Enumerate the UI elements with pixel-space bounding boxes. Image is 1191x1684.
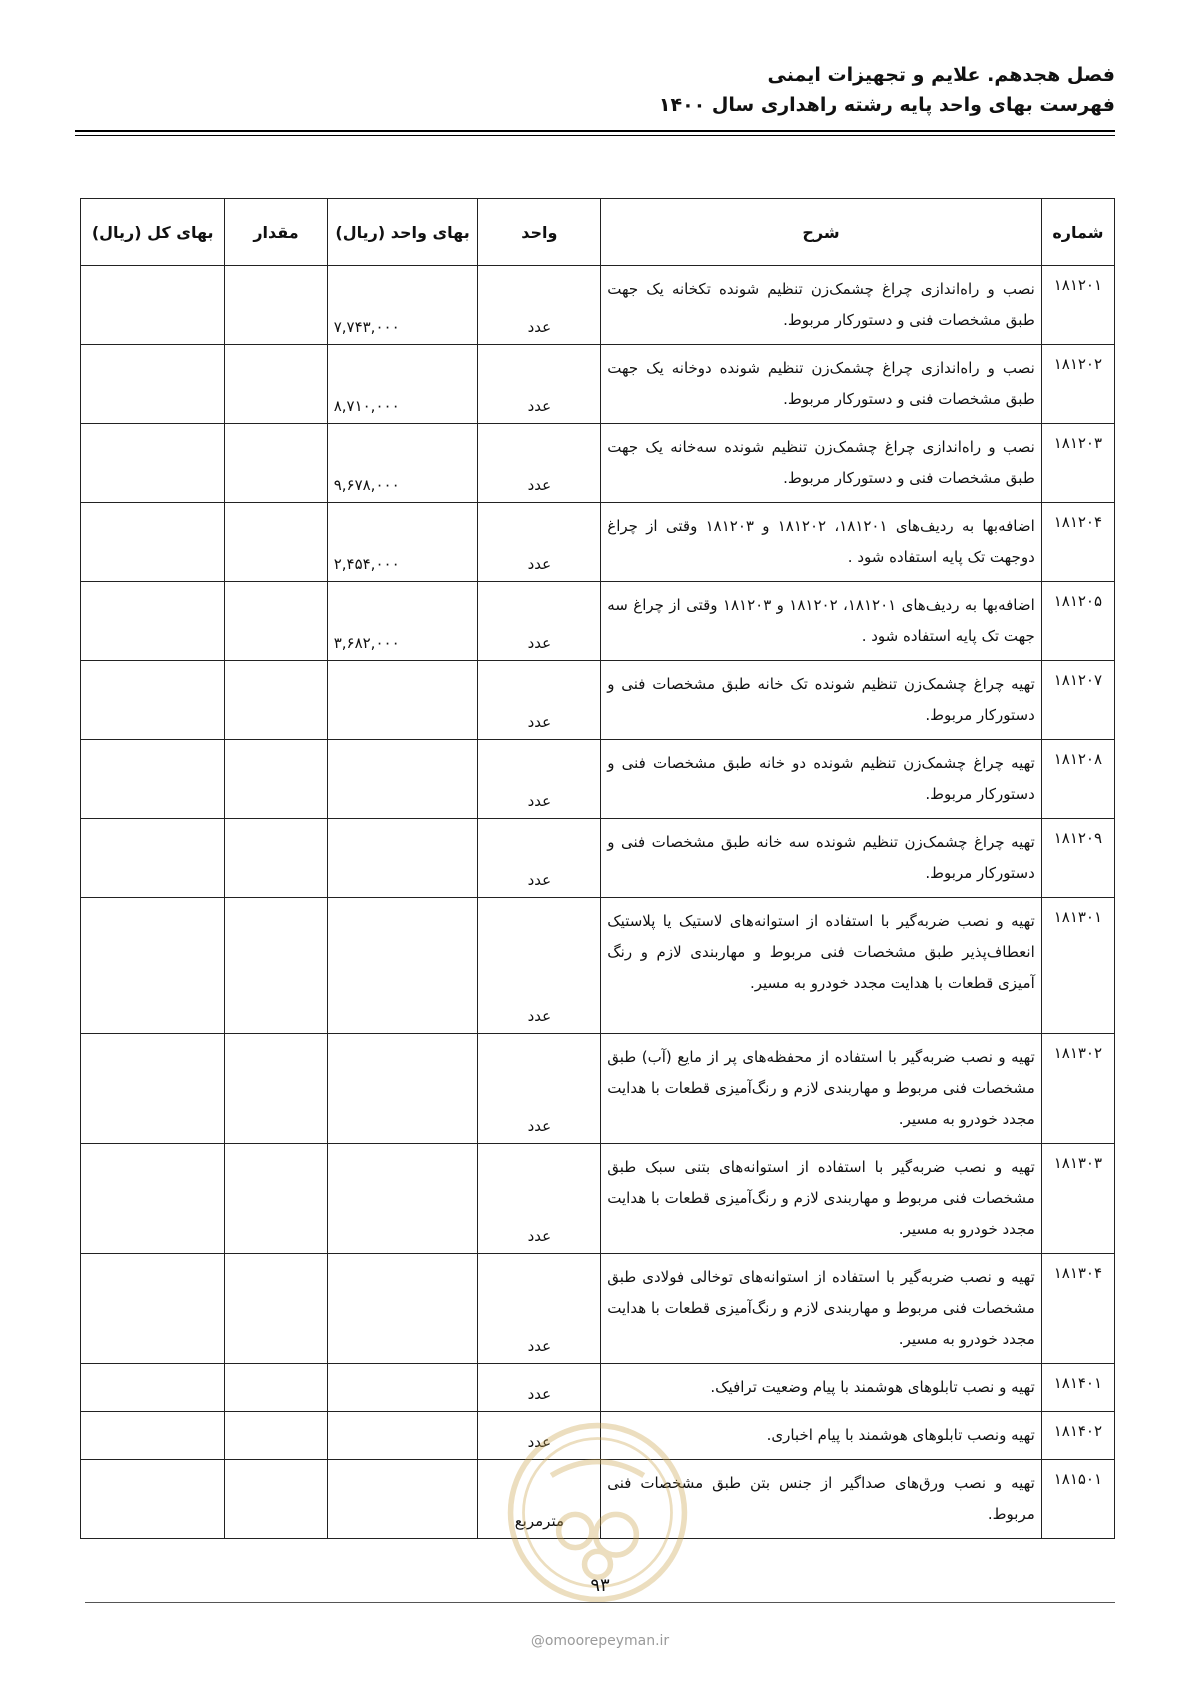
col-total-price-header: بهای کل (ریال) (81, 199, 225, 266)
row-unit: عدد (478, 345, 601, 424)
row-unit-price: ۲,۴۵۴,۰۰۰ (327, 503, 478, 582)
row-unit-price (327, 1364, 478, 1412)
row-number: ۱۸۱۲۰۸ (1041, 740, 1114, 819)
row-unit: عدد (478, 661, 601, 740)
row-total-price (81, 819, 225, 898)
table-row (81, 1364, 1115, 1412)
footer-rule (85, 1602, 1115, 1603)
table-row (81, 1460, 1115, 1539)
table-row (81, 740, 1115, 819)
row-number: ۱۸۱۳۰۲ (1041, 1034, 1114, 1144)
row-number: ۱۸۱۵۰۱ (1041, 1460, 1114, 1539)
row-description: نصب و راه‌اندازی چراغ چشمک‌زن تنظیم شونده دوخانه یک جهت طبق مشخصات فنی و دستورکار مربوط. (601, 345, 1042, 424)
col-unit-price-header: بهای واحد (ریال) (327, 199, 478, 266)
row-quantity (225, 503, 327, 582)
row-quantity (225, 1144, 327, 1254)
table-row (81, 1144, 1115, 1254)
row-description: تهیه چراغ چشمک‌زن تنظیم شونده دو خانه طبق مشخصات فنی و دستورکار مربوط. (601, 740, 1042, 819)
row-number: ۱۸۱۲۰۵ (1041, 582, 1114, 661)
row-number: ۱۸۱۴۰۱ (1041, 1364, 1114, 1412)
row-number: ۱۸۱۲۰۳ (1041, 424, 1114, 503)
row-number: ۱۸۱۳۰۱ (1041, 898, 1114, 1034)
row-unit: عدد (478, 424, 601, 503)
row-unit-price (327, 1144, 478, 1254)
table-row (81, 424, 1115, 503)
row-number: ۱۸۱۳۰۳ (1041, 1144, 1114, 1254)
col-unit-header: واحد (478, 199, 601, 266)
row-unit-price: ۳,۶۸۲,۰۰۰ (327, 582, 478, 661)
row-total-price (81, 898, 225, 1034)
row-unit: عدد (478, 1364, 601, 1412)
table-row (81, 1254, 1115, 1364)
row-number: ۱۸۱۲۰۷ (1041, 661, 1114, 740)
row-unit: عدد (478, 1034, 601, 1144)
table-row (81, 345, 1115, 424)
table-header-row (81, 199, 1115, 266)
row-description: نصب و راه‌اندازی چراغ چشمک‌زن تنظیم شونده سه‌خانه یک جهت طبق مشخصات فنی و دستورکار مربوط. (601, 424, 1042, 503)
row-description: تهیه و نصب ضربه‌گیر با استفاده از استوانه‌های بتنی سبک طبق مشخصات فنی مربوط و مهاربندی لازم و رنگ‌آمیزی قطعات با هدایت مجدد خودرو به مسیر. (601, 1144, 1042, 1254)
row-total-price (81, 1034, 225, 1144)
row-quantity (225, 266, 327, 345)
row-unit: عدد (478, 1412, 601, 1460)
row-quantity (225, 1412, 327, 1460)
table-row (81, 266, 1115, 345)
row-total-price (81, 266, 225, 345)
row-total-price (81, 1412, 225, 1460)
row-unit: عدد (478, 503, 601, 582)
row-unit: عدد (478, 1254, 601, 1364)
row-description: اضافه‌بها به ردیف‌های ۱۸۱۲۰۱، ۱۸۱۲۰۲ و ۱۸۱۲۰۳ وقتی از چراغ سه جهت تک پایه استفاده شود . (601, 582, 1042, 661)
row-quantity (225, 424, 327, 503)
row-description: تهیه چراغ چشمک‌زن تنظیم شونده تک خانه طبق مشخصات فنی و دستورکار مربوط. (601, 661, 1042, 740)
row-unit-price (327, 1254, 478, 1364)
row-number: ۱۸۱۳۰۴ (1041, 1254, 1114, 1364)
row-description: نصب و راه‌اندازی چراغ چشمک‌زن تنظیم شونده تکخانه یک جهت طبق مشخصات فنی و دستورکار مربوط. (601, 266, 1042, 345)
row-unit-price: ۷,۷۴۳,۰۰۰ (327, 266, 478, 345)
table-body (81, 266, 1115, 1539)
row-unit-price: ۸,۷۱۰,۰۰۰ (327, 345, 478, 424)
row-total-price (81, 1144, 225, 1254)
row-quantity (225, 1364, 327, 1412)
page-header (75, 60, 1115, 120)
row-quantity (225, 1034, 327, 1144)
row-number: ۱۸۱۲۰۹ (1041, 819, 1114, 898)
row-unit-price (327, 661, 478, 740)
price-list-title: فهرست بهای واحد پایه رشته راهداری سال ۱۴۰۰ (658, 94, 1115, 116)
row-unit-price (327, 1460, 478, 1539)
row-total-price (81, 1460, 225, 1539)
row-number: ۱۸۱۲۰۲ (1041, 345, 1114, 424)
row-total-price (81, 661, 225, 740)
row-total-price (81, 424, 225, 503)
table-row (81, 582, 1115, 661)
chapter-title: فصل هجدهم. علایم و تجهیزات ایمنی (767, 64, 1115, 86)
row-quantity (225, 582, 327, 661)
row-unit: عدد (478, 1144, 601, 1254)
row-quantity (225, 1460, 327, 1539)
row-unit: عدد (478, 898, 601, 1034)
row-unit: مترمربع (478, 1460, 601, 1539)
row-quantity (225, 740, 327, 819)
header-rule-thick (75, 130, 1115, 132)
row-description: تهیه و نصب ورق‌های صداگیر از جنس بتن طبق مشخصات فنی مربوط. (601, 1460, 1042, 1539)
row-total-price (81, 582, 225, 661)
row-unit-price: ۹,۶۷۸,۰۰۰ (327, 424, 478, 503)
table-row (81, 1412, 1115, 1460)
table-row (81, 1034, 1115, 1144)
col-number-header: شماره (1041, 199, 1114, 266)
row-quantity (225, 1254, 327, 1364)
row-description: تهیه و نصب ضربه‌گیر با استفاده از استوانه‌های لاستیک یا پلاستیک انعطاف‌پذیر طبق مشخصات فنی مربوط و مهاربندی لازم و رنگ آمیزی قطعات با هدایت مجدد خودرو به مسیر. (601, 898, 1042, 1034)
table-row (81, 898, 1115, 1034)
row-total-price (81, 1364, 225, 1412)
row-quantity (225, 661, 327, 740)
row-total-price (81, 345, 225, 424)
col-description-header: شرح (601, 199, 1042, 266)
row-unit-price (327, 898, 478, 1034)
row-unit-price (327, 740, 478, 819)
row-total-price (81, 740, 225, 819)
row-description: تهیه چراغ چشمک‌زن تنظیم شونده سه خانه طبق مشخصات فنی و دستورکار مربوط. (601, 819, 1042, 898)
row-quantity (225, 898, 327, 1034)
table-row (81, 503, 1115, 582)
table-row (81, 819, 1115, 898)
col-quantity-header: مقدار (225, 199, 327, 266)
row-description: اضافه‌بها به ردیف‌های ۱۸۱۲۰۱، ۱۸۱۲۰۲ و ۱۸۱۲۰۳ وقتی از چراغ دوجهت تک پایه استفاده شود . (601, 503, 1042, 582)
row-number: ۱۸۱۲۰۴ (1041, 503, 1114, 582)
row-unit-price (327, 819, 478, 898)
row-unit-price (327, 1034, 478, 1144)
row-description: تهیه و نصب ضربه‌گیر با استفاده از استوانه‌های توخالی فولادی طبق مشخصات فنی مربوط و مهاربندی لازم و رنگ‌آمیزی قطعات با هدایت مجدد خودرو به مسیر. (601, 1254, 1042, 1364)
row-unit: عدد (478, 740, 601, 819)
row-description: تهیه و نصب ضربه‌گیر با استفاده از محفظه‌های پر از مایع (آب) طبق مشخصات فنی مربوط و مهاربندی لازم و رنگ‌آمیزی قطعات با هدایت مجدد خودرو به مسیر. (601, 1034, 1042, 1144)
row-unit: عدد (478, 582, 601, 661)
row-number: ۱۸۱۴۰۲ (1041, 1412, 1114, 1460)
price-table (80, 198, 1115, 1539)
row-unit-price (327, 1412, 478, 1460)
row-description: تهیه و نصب تابلوهای هوشمند با پیام وضعیت ترافیک. (601, 1364, 1042, 1412)
website-watermark: @omoorepeyman.ir (530, 1633, 670, 1649)
table-row (81, 661, 1115, 740)
row-description: تهیه ونصب تابلوهای هوشمند با پیام اخباری. (601, 1412, 1042, 1460)
row-number: ۱۸۱۲۰۱ (1041, 266, 1114, 345)
row-quantity (225, 345, 327, 424)
row-quantity (225, 819, 327, 898)
row-total-price (81, 503, 225, 582)
row-total-price (81, 1254, 225, 1364)
page-number: ۹۳ (590, 1575, 610, 1596)
row-unit: عدد (478, 266, 601, 345)
header-rule-thin (75, 135, 1115, 136)
row-unit: عدد (478, 819, 601, 898)
